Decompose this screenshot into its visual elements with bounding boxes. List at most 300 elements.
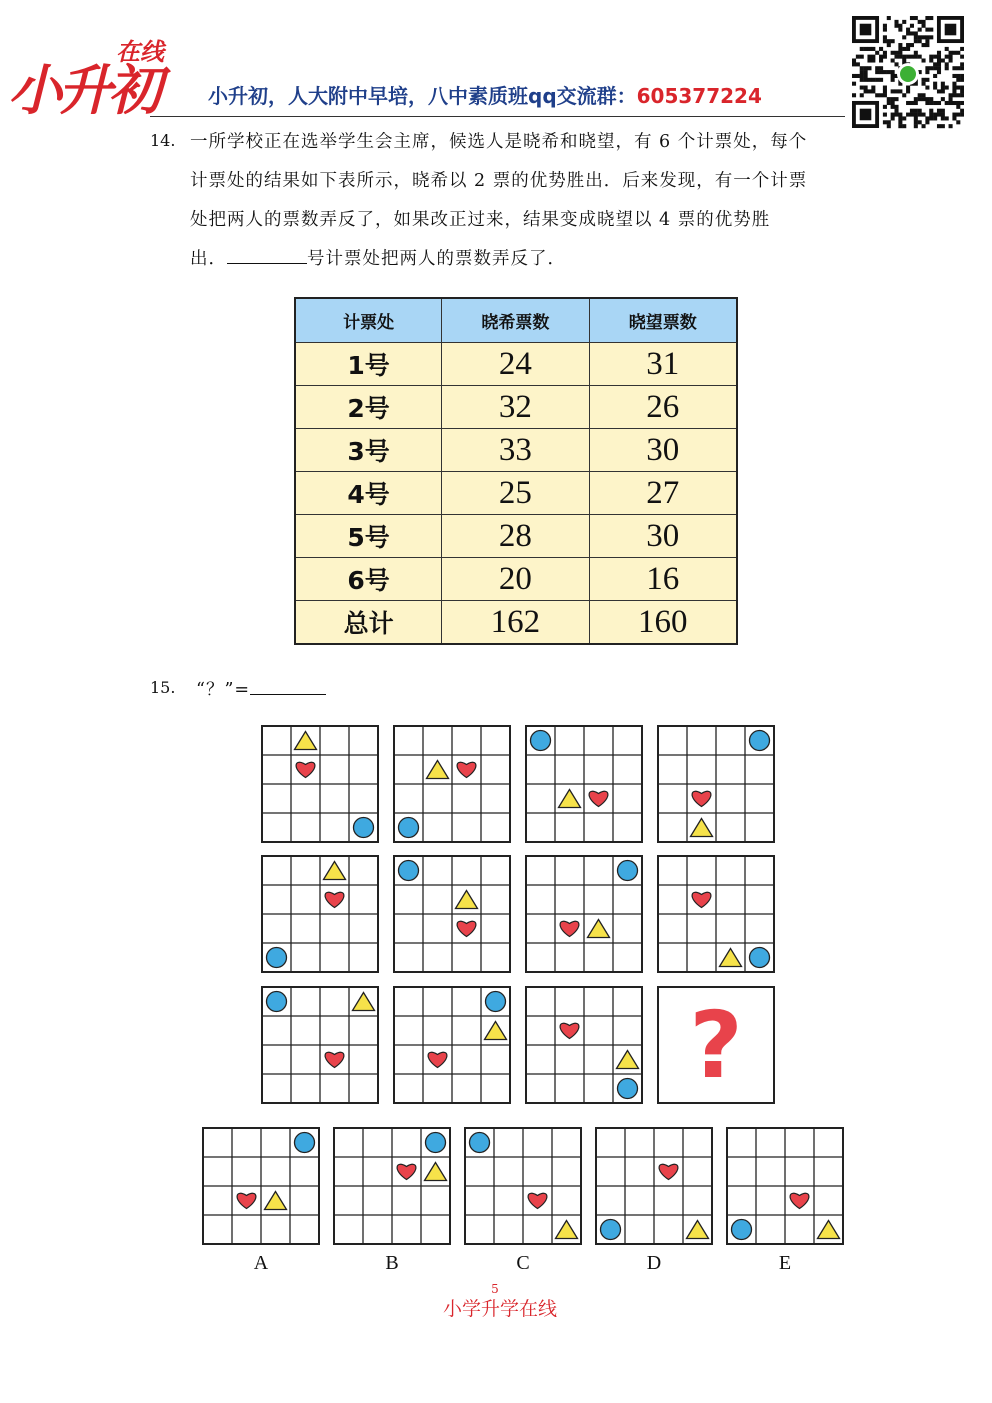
qr-module [952, 82, 956, 86]
qr-module [929, 66, 933, 70]
qr-module [949, 93, 953, 97]
qr-module [929, 97, 933, 101]
table-row [295, 558, 737, 601]
q15-text: “？”= [196, 680, 251, 700]
qr-module [945, 66, 949, 70]
table-row [295, 386, 737, 429]
qr-module [891, 58, 895, 62]
option-label-b[interactable]: B [385, 1252, 399, 1274]
qr-module [867, 66, 871, 70]
qr-module [852, 62, 856, 66]
qr-module [883, 70, 887, 74]
qr-module [906, 86, 910, 90]
qr-module [894, 20, 898, 24]
qr-module [945, 47, 949, 51]
qr-module [925, 70, 929, 74]
qr-module [891, 78, 895, 82]
qr-module [902, 55, 906, 59]
qr-module [898, 28, 902, 32]
qr-module [918, 93, 922, 97]
qr-module [879, 55, 883, 59]
qr-module [883, 120, 887, 124]
qr-module [956, 120, 960, 124]
qr-module [887, 97, 891, 101]
qr-module [960, 78, 964, 82]
qr-module [879, 66, 883, 70]
qr-module [867, 55, 871, 59]
qr-module [960, 93, 964, 97]
qr-module [906, 31, 910, 35]
qr-module [902, 35, 906, 39]
xiaowang-votes: 26 [589, 386, 737, 429]
q14-line-2: 计票处的结果如下表所示，晓希以 2 票的优势胜出．后来发现，有一个计票 [190, 171, 808, 191]
qr-module [871, 78, 875, 82]
xiaowang-votes: 31 [589, 343, 737, 386]
qr-module [941, 109, 945, 113]
qr-module [933, 113, 937, 117]
qr-module [891, 74, 895, 78]
qr-module [918, 55, 922, 59]
qr-module [933, 86, 937, 90]
qr-module [933, 74, 937, 78]
pattern-grid [260, 724, 380, 844]
total-label: 总计 [295, 601, 442, 645]
qr-module [898, 116, 902, 120]
qr-module [887, 39, 891, 43]
qr-module [960, 86, 964, 90]
qr-module [941, 116, 945, 120]
circle-icon [399, 818, 419, 838]
qr-module [914, 55, 918, 59]
qr-module [894, 24, 898, 28]
qr-module [956, 86, 960, 90]
qr-module [929, 113, 933, 117]
q14-number: 14. [150, 131, 176, 150]
header-xiaoxi: 晓希票数 [442, 298, 589, 343]
qr-module [891, 105, 895, 109]
qr-module [891, 89, 895, 93]
qr-module [883, 51, 887, 55]
qr-module [922, 82, 926, 86]
qr-finder [860, 24, 872, 36]
qr-module [929, 35, 933, 39]
qr-module [887, 70, 891, 74]
qr-module [918, 35, 922, 39]
qr-module [891, 70, 895, 74]
qr-module [941, 97, 945, 101]
table-row [295, 429, 737, 472]
qr-module [925, 16, 929, 20]
qr-module [894, 89, 898, 93]
footer-text: 小学升学在线 [442, 1298, 557, 1320]
qr-module [914, 109, 918, 113]
qr-module [960, 101, 964, 105]
qr-module [902, 124, 906, 128]
circle-icon [486, 992, 506, 1012]
logo-main: 小升初 [8, 59, 158, 122]
option-label-d[interactable]: D [646, 1252, 662, 1274]
qr-module [894, 55, 898, 59]
qr-module [933, 55, 937, 59]
xiaowang-votes: 30 [589, 429, 737, 472]
qr-module [918, 120, 922, 124]
logo-small: 在线 [116, 38, 164, 66]
qr-module [887, 120, 891, 124]
qr-module [856, 55, 860, 59]
qr-module [918, 97, 922, 101]
pattern-grid [656, 724, 776, 844]
qr-module [887, 16, 891, 20]
qr-module [898, 47, 902, 51]
qr-module [910, 43, 914, 47]
qr-module [952, 66, 956, 70]
qr-module [883, 105, 887, 109]
qr-module [879, 58, 883, 62]
qr-module [898, 55, 902, 59]
table-total-row [295, 601, 737, 645]
qr-module [922, 24, 926, 28]
option-grid-a [201, 1126, 321, 1246]
qr-module [864, 70, 868, 74]
qr-module [925, 43, 929, 47]
option-grid-e [725, 1126, 845, 1246]
qr-module [956, 66, 960, 70]
qr-module [960, 113, 964, 117]
qr-module [860, 93, 864, 97]
question-grid [656, 985, 776, 1105]
qr-module [902, 20, 906, 24]
xiaoxi-votes: 24 [442, 343, 589, 386]
qr-module [925, 120, 929, 124]
qq-group-text: 小升初，人大附中早培，八中素质班qq交流群： [208, 84, 637, 108]
pattern-grid [392, 724, 512, 844]
qr-module [883, 93, 887, 97]
qr-module [894, 62, 898, 66]
qr-module [914, 124, 918, 128]
qr-module [883, 89, 887, 93]
qr-module [902, 93, 906, 97]
pattern-grid [392, 985, 512, 1105]
qr-module [937, 109, 941, 113]
pattern-grid [656, 854, 776, 974]
header-station: 计票处 [295, 298, 442, 343]
qr-module [937, 89, 941, 93]
option-label-e[interactable]: E [778, 1252, 792, 1274]
pattern-grid [524, 985, 644, 1105]
qr-module [910, 113, 914, 117]
qr-module [883, 24, 887, 28]
qr-module [883, 113, 887, 117]
qr-module [937, 62, 941, 66]
table-row [295, 343, 737, 386]
answer-blank-15[interactable] [250, 680, 326, 695]
qr-module [952, 93, 956, 97]
qr-module [898, 51, 902, 55]
pattern-grid [260, 854, 380, 974]
qr-module [883, 28, 887, 32]
circle-icon [732, 1220, 752, 1240]
circle-icon [601, 1220, 621, 1240]
qr-module [960, 55, 964, 59]
circle-icon [470, 1133, 490, 1153]
qr-module [864, 66, 868, 70]
qr-module [945, 86, 949, 90]
qr-module [864, 78, 868, 82]
question-mark: ? [689, 992, 743, 1099]
xiaowang-votes: 27 [589, 472, 737, 515]
qr-module [898, 24, 902, 28]
answer-blank-14[interactable] [227, 249, 307, 264]
qr-module [860, 66, 864, 70]
qr-module [949, 51, 953, 55]
qr-module [864, 74, 868, 78]
circle-icon [618, 1079, 638, 1099]
xiaoxi-total: 162 [442, 601, 589, 645]
qr-module [860, 78, 864, 82]
option-label-c[interactable]: C [516, 1252, 530, 1274]
qr-module [960, 109, 964, 113]
q15-text-line [196, 676, 326, 701]
qr-module [929, 55, 933, 59]
qr-module [925, 78, 929, 82]
qr-module [891, 116, 895, 120]
page-number: 5 [491, 1282, 499, 1296]
qr-module [906, 47, 910, 51]
qr-module [925, 97, 929, 101]
qr-module [933, 66, 937, 70]
qr-module [952, 113, 956, 117]
qr-module [864, 86, 868, 90]
qr-module [925, 39, 929, 43]
qr-module [925, 116, 929, 120]
qr-module [898, 43, 902, 47]
qr-module [929, 101, 933, 105]
qr-module [852, 74, 856, 78]
qr-module [879, 93, 883, 97]
qr-module [914, 101, 918, 105]
qr-module [922, 20, 926, 24]
station-label: 4号 [295, 472, 442, 515]
qr-module [929, 116, 933, 120]
qr-module [933, 62, 937, 66]
circle-icon [426, 1133, 446, 1153]
qr-module [898, 120, 902, 124]
qr-module [937, 124, 941, 128]
qr-module [956, 105, 960, 109]
qq-group-number: 605377224 [636, 84, 762, 108]
qr-module [937, 66, 941, 70]
qr-module [952, 51, 956, 55]
qr-module [937, 101, 941, 105]
qr-module [945, 101, 949, 105]
qr-module [864, 89, 868, 93]
qr-module [918, 39, 922, 43]
station-label: 2号 [295, 386, 442, 429]
xiaowang-total: 160 [589, 601, 737, 645]
qr-module [922, 78, 926, 82]
option-label-a[interactable]: A [253, 1252, 269, 1274]
qr-module [906, 28, 910, 32]
qr-module [929, 28, 933, 32]
qr-module [914, 113, 918, 117]
qr-module [891, 113, 895, 117]
qr-module [852, 58, 856, 62]
qr-module [891, 51, 895, 55]
qr-module [952, 116, 956, 120]
qr-module [952, 86, 956, 90]
qr-module [879, 47, 883, 51]
q14-line-4-end: 号计票处把两人的票数弄反了． [307, 249, 566, 269]
header-divider [150, 116, 845, 117]
qr-module [910, 109, 914, 113]
qr-module [952, 89, 956, 93]
qr-module [860, 55, 864, 59]
qr-module [867, 58, 871, 62]
qr-module [937, 70, 941, 74]
qr-module [910, 55, 914, 59]
qr-module [891, 97, 895, 101]
qr-module [960, 47, 964, 51]
qr-module [871, 55, 875, 59]
qq-group-banner [208, 80, 762, 109]
qr-module [898, 89, 902, 93]
qr-module [898, 124, 902, 128]
table-row [295, 472, 737, 515]
qr-module [956, 51, 960, 55]
qr-module [952, 74, 956, 78]
qr-module [883, 35, 887, 39]
qr-module [941, 82, 945, 86]
qr-module [883, 55, 887, 59]
qr-module [875, 51, 879, 55]
qr-module [910, 24, 914, 28]
qr-module [894, 105, 898, 109]
qr-module [894, 113, 898, 117]
xiaoxi-votes: 28 [442, 515, 589, 558]
xiaowang-votes: 16 [589, 558, 737, 601]
table-row [295, 515, 737, 558]
qr-module [860, 70, 864, 74]
circle-icon [267, 948, 287, 968]
pattern-grid [392, 854, 512, 974]
qr-module [867, 47, 871, 51]
circle-icon [531, 731, 551, 751]
qr-module [956, 74, 960, 78]
pattern-grid [524, 724, 644, 844]
qr-module [914, 31, 918, 35]
circle-icon [750, 948, 770, 968]
qr-module [949, 101, 953, 105]
qr-module [956, 113, 960, 117]
qr-module [918, 113, 922, 117]
qr-module [941, 124, 945, 128]
qr-code [852, 16, 964, 132]
qr-module [949, 58, 953, 62]
qr-module [910, 16, 914, 20]
qr-module [937, 51, 941, 55]
qr-module [875, 66, 879, 70]
qr-module [945, 116, 949, 120]
qr-module [879, 78, 883, 82]
qr-module [891, 101, 895, 105]
qr-module [949, 124, 953, 128]
qr-module [910, 31, 914, 35]
qr-module [929, 58, 933, 62]
xiaoxi-votes: 32 [442, 386, 589, 429]
circle-icon [354, 818, 374, 838]
station-label: 5号 [295, 515, 442, 558]
qr-module [879, 70, 883, 74]
qr-module [875, 78, 879, 82]
qr-finder [860, 109, 872, 121]
qr-module [856, 62, 860, 66]
qr-module [956, 101, 960, 105]
qr-module [918, 28, 922, 32]
qr-module [960, 74, 964, 78]
qr-module [941, 89, 945, 93]
qr-module [860, 86, 864, 90]
qr-module [902, 58, 906, 62]
qr-module [906, 89, 910, 93]
qr-module [937, 58, 941, 62]
circle-icon [399, 861, 419, 881]
pattern-grid [260, 985, 380, 1105]
xiaoxi-votes: 25 [442, 472, 589, 515]
qr-module [856, 74, 860, 78]
q14-line-4 [190, 245, 566, 270]
qr-module [933, 82, 937, 86]
qr-module [941, 58, 945, 62]
qr-module [960, 66, 964, 70]
qr-module [949, 55, 953, 59]
q14-line-1: 一所学校正在选举学生会主席，候选人是晓希和晓望，有 6 个计票处，每个 [190, 132, 808, 152]
qr-module [925, 66, 929, 70]
qr-module [906, 55, 910, 59]
qr-module [860, 74, 864, 78]
qr-module [906, 43, 910, 47]
qr-module [887, 101, 891, 105]
qr-module [925, 28, 929, 32]
qr-module [902, 47, 906, 51]
qr-module [914, 116, 918, 120]
qr-module [894, 109, 898, 113]
circle-icon [618, 861, 638, 881]
qr-module [914, 16, 918, 20]
qr-module [906, 101, 910, 105]
qr-module [864, 47, 868, 51]
qr-module [960, 62, 964, 66]
q15-number: 15. [150, 678, 176, 697]
qr-module [910, 101, 914, 105]
qr-module [883, 39, 887, 43]
qr-module [956, 78, 960, 82]
qr-module [922, 124, 926, 128]
station-label: 6号 [295, 558, 442, 601]
qr-module [894, 51, 898, 55]
qr-module [956, 93, 960, 97]
qr-module [922, 58, 926, 62]
station-label: 3号 [295, 429, 442, 472]
circle-icon [295, 1133, 315, 1153]
qr-module [871, 89, 875, 93]
circle-icon [750, 731, 770, 751]
qr-module [925, 86, 929, 90]
qr-module [875, 93, 879, 97]
qr-module [945, 55, 949, 59]
qr-module [922, 113, 926, 117]
qr-module [852, 82, 856, 86]
logo [8, 20, 173, 122]
